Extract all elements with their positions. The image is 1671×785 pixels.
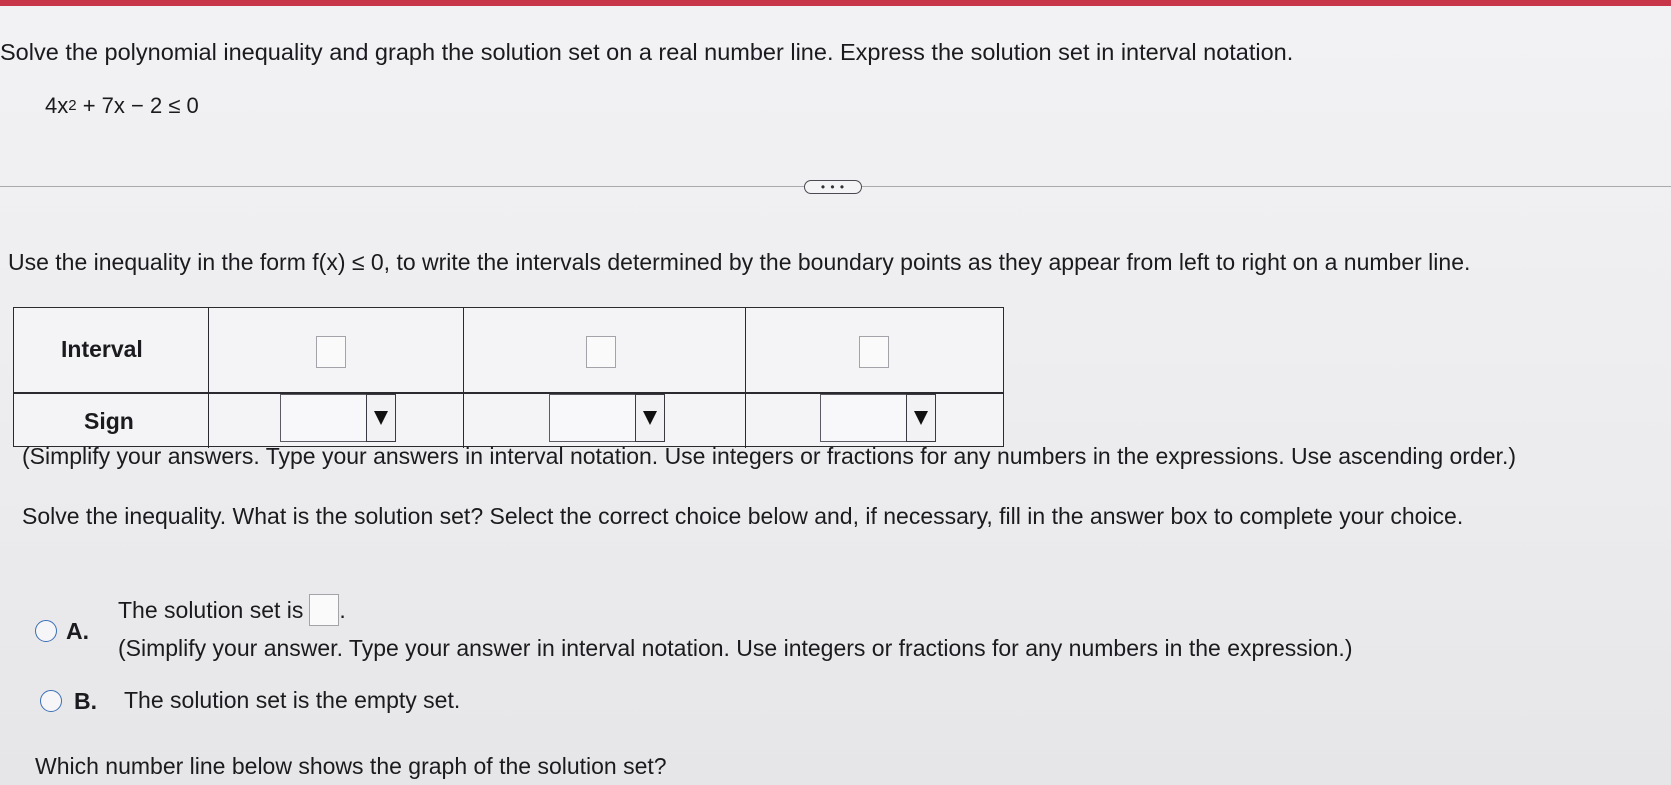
solution-set-input[interactable] (309, 594, 339, 626)
sign-dropdown-3[interactable] (820, 394, 935, 442)
step1-note: (Simplify your answers. Type your answers in interval notation. Use integers or fractions for any numbers in the expressions. Use ascending order.) (22, 443, 1516, 469)
choice-b-radio[interactable] (40, 690, 62, 712)
interval-input-1[interactable] (316, 336, 346, 368)
sign-dropdown-2[interactable] (549, 394, 664, 442)
dropdown-arrow-button[interactable] (906, 394, 936, 442)
choice-b-text: The solution set is the empty set. (124, 687, 461, 713)
triangle-down-icon (643, 411, 657, 425)
triangle-down-icon (914, 411, 928, 425)
question-page (0, 6, 1671, 785)
choice-b-letter: B. (74, 688, 97, 714)
dropdown-arrow-button[interactable] (366, 394, 396, 442)
equation-rest: + 7x − 2 ≤ 0 (82, 93, 199, 118)
choice-a-letter: A. (66, 618, 89, 644)
triangle-down-icon (374, 411, 388, 425)
choice-a-text-before: The solution set is (118, 597, 304, 623)
inequality-expression (45, 92, 199, 123)
interval-sign-table (13, 307, 1004, 447)
choice-a-text (118, 594, 346, 626)
interval-input-3[interactable] (859, 336, 889, 368)
interval-input-2[interactable] (586, 336, 616, 368)
equation-exponent: 2 (68, 97, 77, 114)
question-prompt: Solve the polynomial inequality and graph the solution set on a real number line. Express the solution set in interval notation. (0, 39, 1294, 65)
dropdown-arrow-button[interactable] (635, 394, 665, 442)
step1-instruction: Use the inequality in the form f(x) ≤ 0, to write the intervals determined by the boundary points as they appear from left to right on a number line. (8, 249, 1471, 275)
equation-base: 4x (45, 93, 69, 118)
step2-instruction: Solve the inequality. What is the solution set? Select the correct choice below and, if necessary, fill in the answer box to complete your choice. (22, 503, 1464, 529)
choice-a-text-after: . (339, 597, 346, 623)
interval-row-label: Interval (61, 336, 143, 362)
choice-a-note: (Simplify your answer. Type your answer in interval notation. Use integers or fractions for any numbers in the expression.) (118, 635, 1353, 661)
sign-dropdown-1[interactable] (280, 394, 395, 442)
expand-more-button[interactable]: • • • (804, 180, 862, 194)
step3-question: Which number line below shows the graph of the solution set? (35, 753, 667, 779)
choice-a-radio[interactable] (35, 620, 57, 642)
sign-row-label: Sign (84, 408, 134, 434)
